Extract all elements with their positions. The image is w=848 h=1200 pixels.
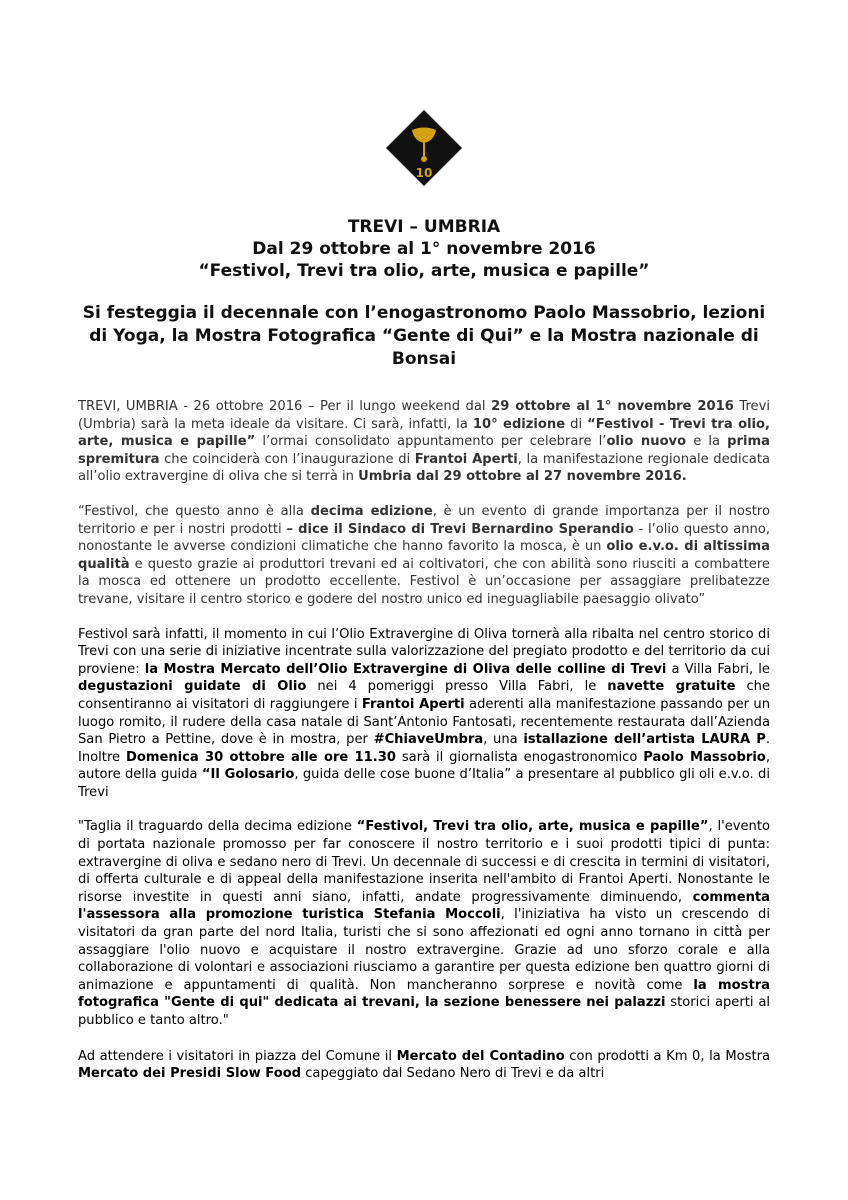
logo-badge-number: 10 xyxy=(415,166,433,180)
header-location: TREVI – UMBRIA xyxy=(347,217,501,237)
paragraph-intro: TREVI, UMBRIA - 26 ottobre 2016 – Per il lungo weekend dal 29 ottobre al 1° novembre 2016 Trevi (Umbria) sarà la meta ideale da visitare. Ci sarà, infatti, la 10° edizione di “Festivol - Trevi tra olio, arte, musica e papille” l’ormai consolidato appuntamento per celebrare l’olio nuovo e la prima spremitura che coinciderà con l’inaugurazione di Frantoi Aperti, la manifestazione regionale dedicata all’olio extravergine di oliva che si terrà in Umbria dal 29 ottobre al 27 novembre 2016. xyxy=(78,399,771,485)
press-subheading: Si festeggia il decennale con l’enogastronomo Paolo Massobrio, lezioni di Yoga, la Mostra Fotografica “Gente di Qui” e la Mostra nazionale di Bonsai xyxy=(82,303,766,369)
paragraph-initiatives: Festivol sarà infatti, il momento in cui l’Olio Extravergine di Oliva tornerà alla ribalta nel centro storico di Trevi con una serie di iniziative incentrate sulla valorizzazione del pregiato prodotto e del territorio da cui proviene: la Mostra Mercato dell’Olio Extravergine di Oliva delle colline di Trevi a Villa Fabri, le degustazioni guidate di Olio nei 4 pomeriggi presso Villa Fabri, le navette gratuite che consentiranno ai visitatori di raggiungere i Frantoi Aperti aderenti alla manifestazione passando per un luogo romito, il rudere della casa natale di Sant’Antonio Fantosati, recentemente restaurata dall’Azienda San Pietro a Pettine, dove è in mostra, per #ChiaveUmbra, una istallazione dell’artista LAURA P. Inoltre Domenica 30 ottobre alle ore 11.30 sarà il giornalista enogastronomico Paolo Massobrio, autore della guida “Il Golosario, guida delle cose buone d’Italia” a presentare al pubblico gli oli e.v.o. di Trevi xyxy=(78,626,771,800)
header-event-title: “Festivol, Trevi tra olio, arte, musica e papille” xyxy=(198,261,650,281)
festivol-logo xyxy=(386,110,462,186)
paragraph-assessor-quote: "Taglia il traguardo della decima edizione “Festivol, Trevi tra olio, arte, musica e papille”, l'evento di portata nazionale promosso per far conoscere il nostro territorio e i suoi prodotti tipici di punta: extravergine di oliva e sedano nero di Trevi. Un decennale di successi e di crescita in termini di visitatori, di offerta culturale e di appeal della manifestazione inserita nell'ambito di Frantoi Aperti. Nonostante le risorse investite in questi anni siano, infatti, andate progressivamente diminuendo, commenta l'assessora alla promozione turistica Stefania Moccoli, l'iniziativa ha visto un crescendo di visitatori da gran parte del nord Italia, turisti che si sono affezionati ed ogni anno tornano in città per assaggiare l'olio nuovo e acquistare il nostro extravergine. Grazie ad uno sforzo corale e alla collaborazione di volontari e associazioni riusciamo a garantire per questa edizione ben quattro giorni di animazione e appuntamenti di qualità. Non mancheranno sorprese e novità come la mostra fotografica "Gente di qui" dedicata ai trevani, la sezione benessere nei palazzi storici aperti al pubblico e tanto altro." xyxy=(78,819,771,1028)
olive-oil-drop-logo-icon xyxy=(386,110,462,186)
paragraph-market: Ad attendere i visitatori in piazza del Comune il Mercato del Contadino con prodotti a Km 0, la Mostra Mercato dei Presidi Slow Food capeggiato dal Sedano Nero di Trevi e da altri xyxy=(78,1048,770,1082)
header-dates: Dal 29 ottobre al 1° novembre 2016 xyxy=(252,239,596,259)
press-header xyxy=(0,216,848,282)
paragraph-mayor-quote: “Festivol, che questo anno è alla decima edizione, è un evento di grande importanza per il nostro territorio e per i nostri prodotti – dice il Sindaco di Trevi Bernardino Sperandio - l’olio questo anno, nonostante le avverse condizioni climatiche che hanno favorito la mosca, è un olio e.v.o. di altissima qualità e questo grazie ai produttori trevani ed ai coltivatori, che con abilità sono riusciti a combattere la mosca ed ottenere un prodotto eccellente. Festivol è un’occasione per assaggiare prelibatezze trevane, visitare il centro storico e godere del nostro unico ed ineguagliabile paesaggio olivato” xyxy=(78,503,771,607)
press-body xyxy=(78,398,770,1100)
